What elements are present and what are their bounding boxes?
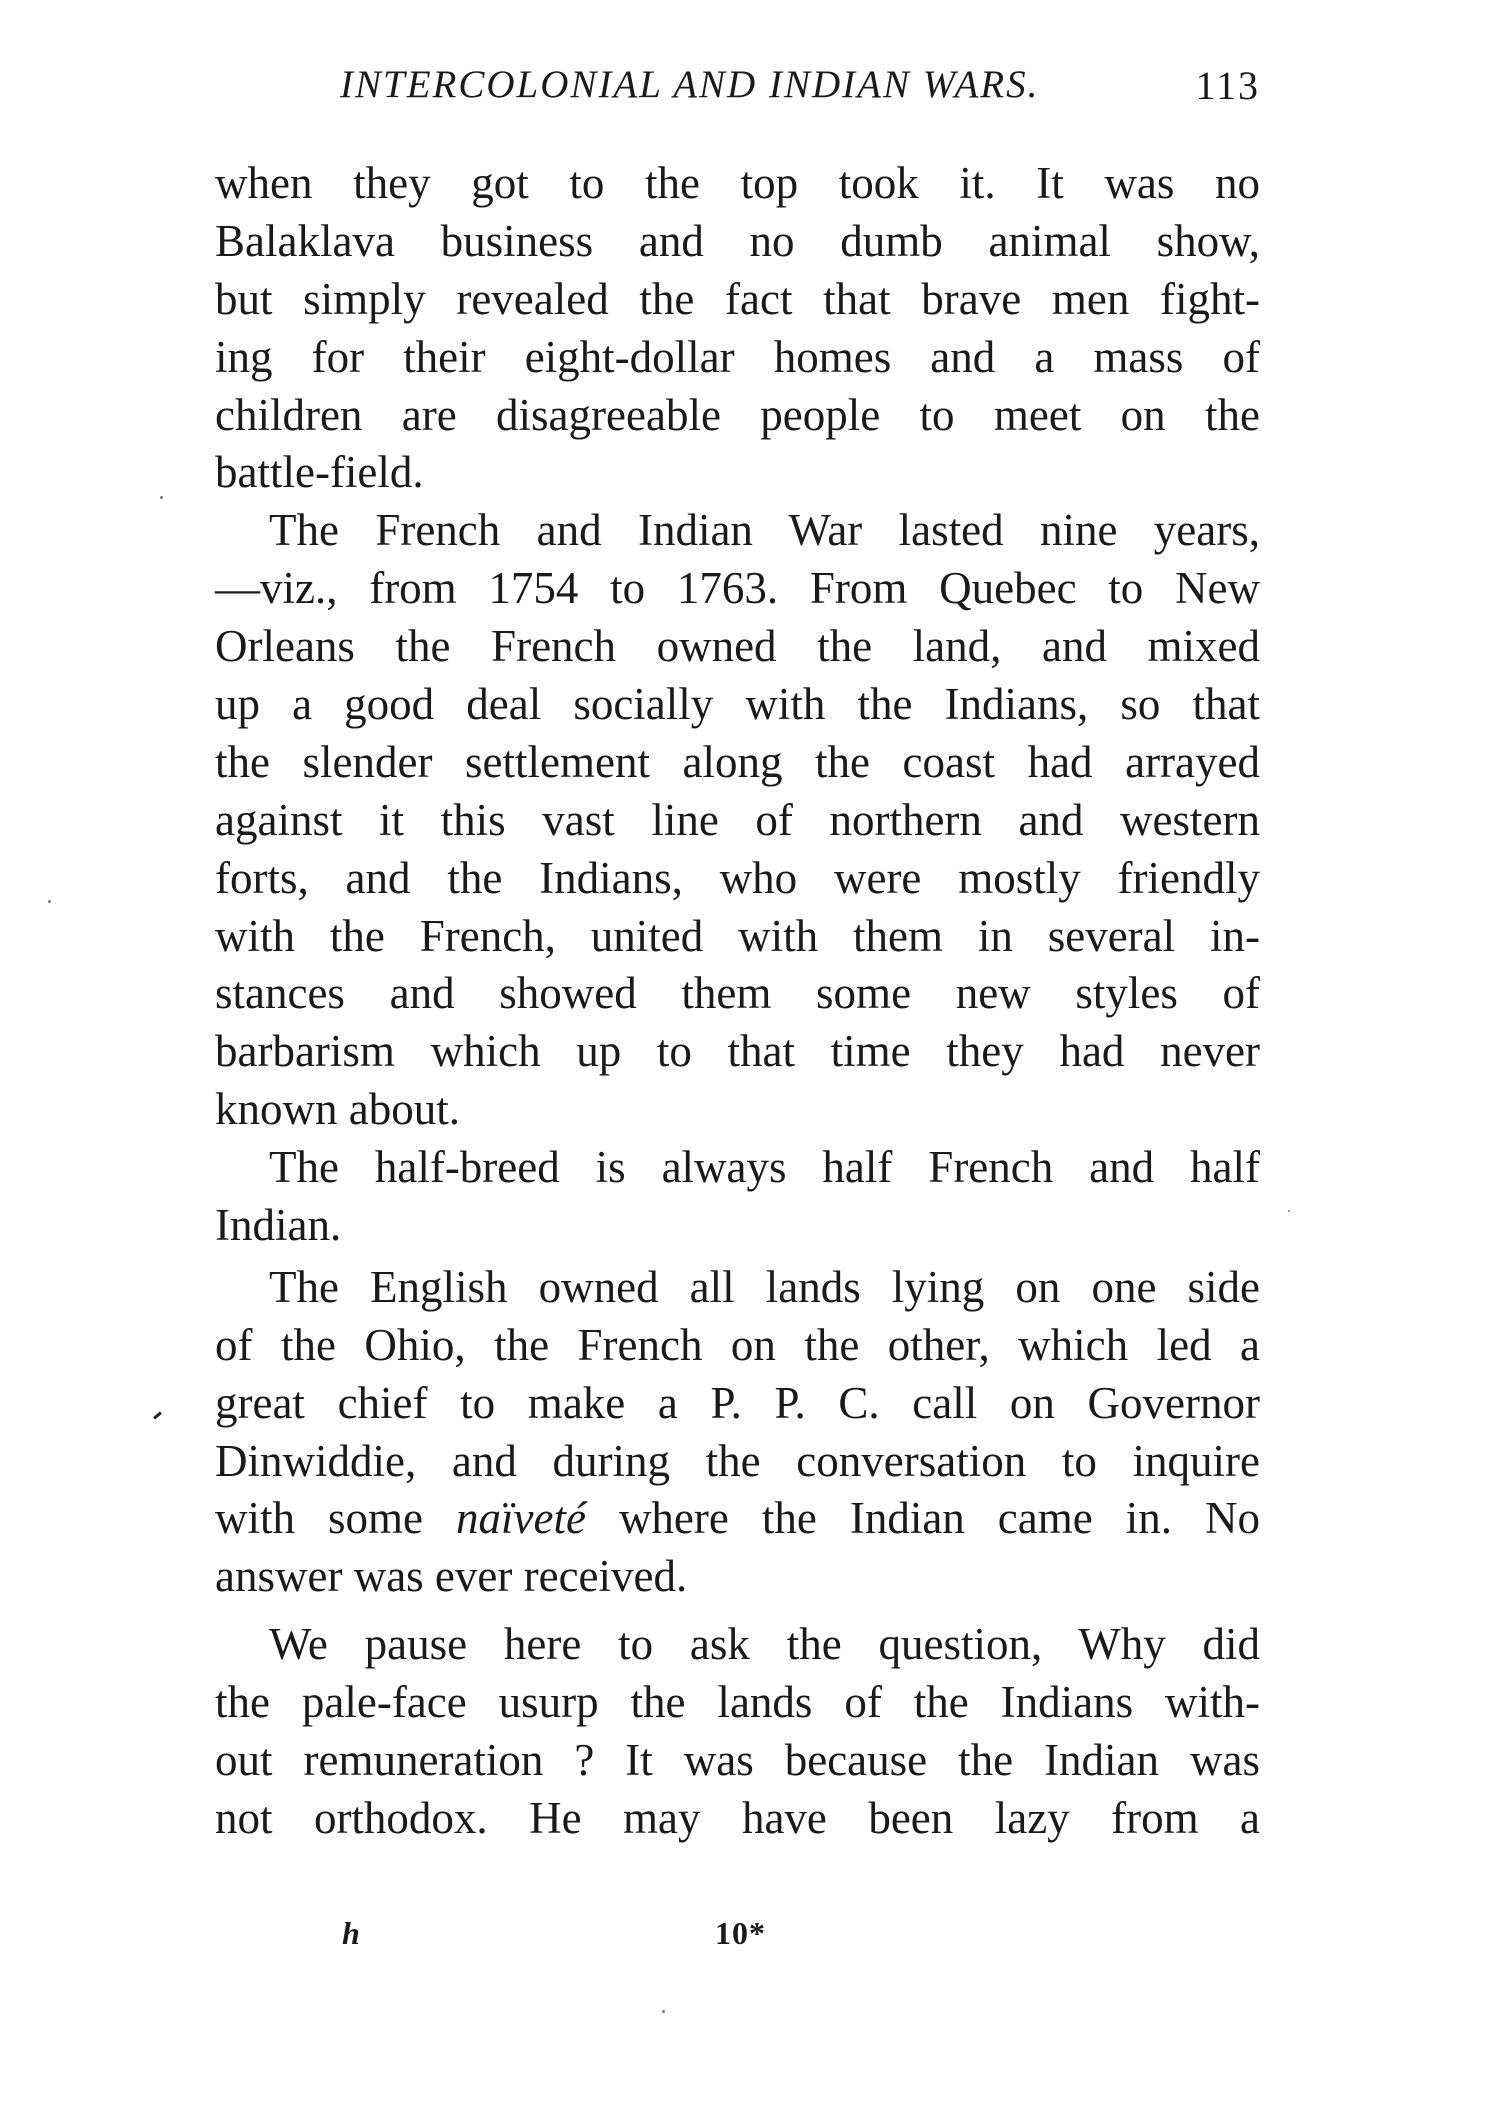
paper-speck xyxy=(662,2010,665,2013)
page-number: 113 xyxy=(1195,63,1260,108)
text-line: stances and showed them some new styles of xyxy=(215,968,1260,1019)
text-line: Orleans the French owned the land, and mixed xyxy=(215,621,1260,672)
text-line: Dinwiddie, and during the conversation to inquire xyxy=(215,1435,1260,1486)
text-line: with the French, united with them in several in- xyxy=(215,910,1260,961)
paper-speck xyxy=(1288,1210,1290,1212)
text-line: battle-field. xyxy=(215,447,424,498)
text-line: Balaklava business and no dumb animal show, xyxy=(215,215,1260,266)
body-text xyxy=(215,155,1260,1848)
text-line: out remuneration ? It was because the Indian was xyxy=(215,1735,1260,1786)
text-line: against it this vast line of northern and western xyxy=(215,794,1260,845)
text-line: answer was ever received. xyxy=(215,1551,688,1602)
text-line: children are disagreeable people to meet on the xyxy=(215,389,1260,440)
sheet-mark: 10* xyxy=(715,1915,766,1951)
text-line: of the Ohio, the French on the other, which led a xyxy=(215,1319,1260,1370)
text-line: great chief to make a P. P. C. call on Governor xyxy=(215,1377,1260,1428)
text-line: —viz., from 1754 to 1763. From Quebec to New xyxy=(215,563,1260,614)
running-title: INTERCOLONIAL AND INDIAN WARS. xyxy=(340,63,1040,106)
text-line: ing for their eight-dollar homes and a mass of xyxy=(215,331,1260,382)
text-line: known about. xyxy=(215,1084,460,1135)
page-footer xyxy=(215,1915,1260,1965)
italic-word: naïveté xyxy=(456,1493,586,1544)
text-line: the slender settlement along the coast had arrayed xyxy=(215,736,1260,787)
paper-speck xyxy=(48,900,51,903)
text-line: not orthodox. He may have been lazy from a xyxy=(215,1792,1260,1843)
text-line: the pale-face usurp the lands of the Indians with- xyxy=(215,1677,1260,1728)
paper-speck xyxy=(160,496,163,499)
text-line: but simply revealed the fact that brave men fight- xyxy=(215,273,1260,324)
signature-mark: h xyxy=(342,1915,360,1951)
paragraph-start-line: The half-breed is always half French and half xyxy=(269,1142,1260,1193)
running-head xyxy=(215,62,1260,122)
paragraph-start-line: The English owned all lands lying on one side xyxy=(269,1261,1260,1312)
text-line: up a good deal socially with the Indians, so that xyxy=(215,679,1260,730)
text-line: with some naïveté where the Indian came in. No xyxy=(215,1493,1260,1544)
text-line: when they got to the top took it. It was no xyxy=(215,158,1260,208)
text-line: barbarism which up to that time they had never xyxy=(215,1026,1260,1077)
text-line: Indian. xyxy=(215,1200,342,1251)
text-line: forts, and the Indians, who were mostly friendly xyxy=(215,852,1260,903)
margin-tick-mark xyxy=(153,1411,162,1419)
paragraph-start-line: We pause here to ask the question, Why did xyxy=(269,1619,1260,1670)
paragraph-start-line: The French and Indian War lasted nine years, xyxy=(269,505,1260,556)
